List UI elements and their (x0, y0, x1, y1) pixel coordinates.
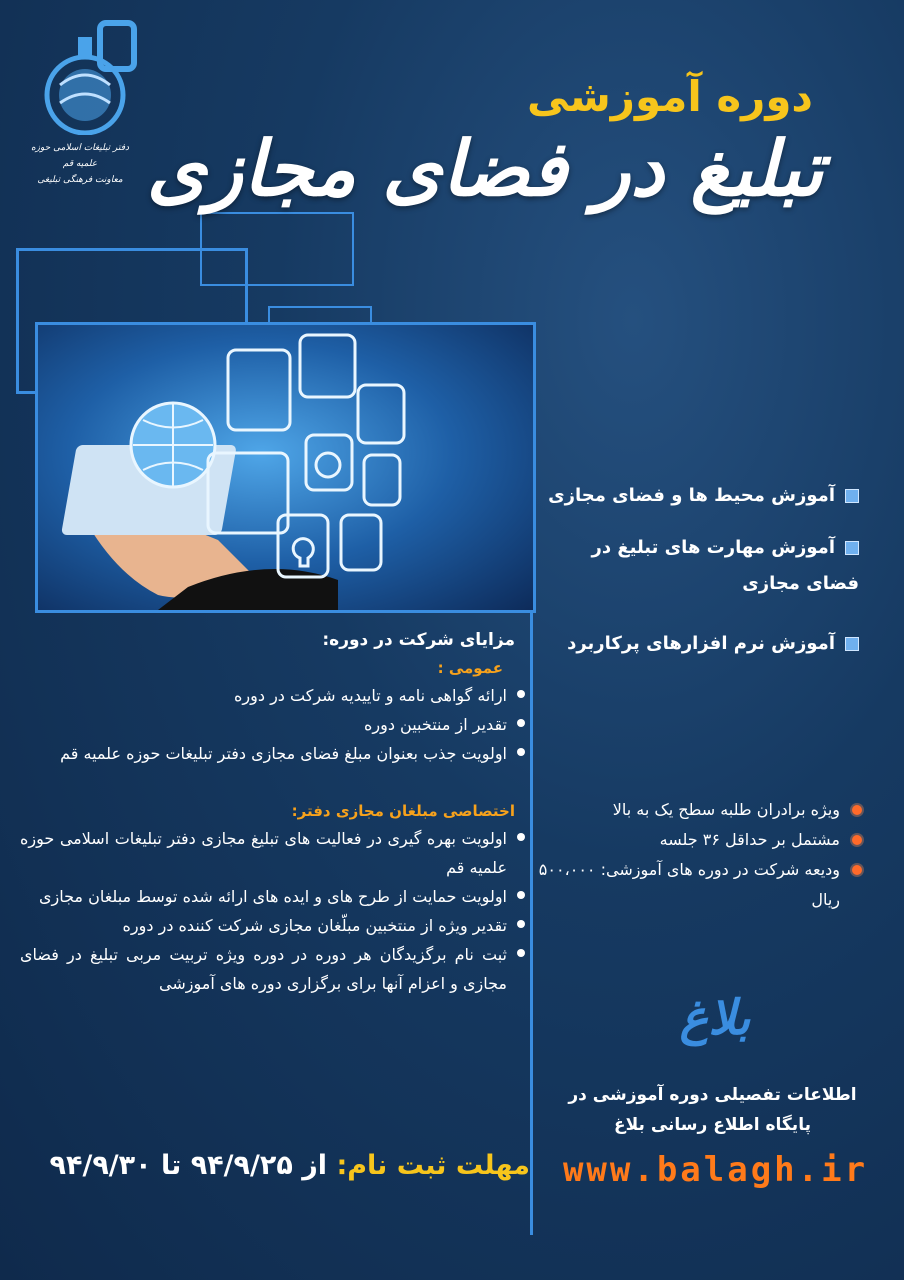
list-item: ارائه گواهی نامه و تاییدیه شرکت در دوره (20, 681, 525, 710)
registration-deadline (25, 1150, 530, 1181)
course-kicker: دوره آموزشی (527, 72, 813, 121)
balagh-logo: بلاغ (679, 990, 751, 1046)
fact-item: ویژه برادران طلبه سطح یک به بالا (536, 795, 866, 825)
list-item: ثبت نام برگزیدگان هر دوره در دوره ویژه تربیت مربی تبلیغ در فضای مجازی و اعزام آنها برای برگزاری دوره های آموزشی (20, 940, 525, 998)
seal-emblem-icon (20, 15, 140, 135)
exclusive-label: اختصاصی مبلغان مجازی دفتر: (291, 802, 515, 820)
benefits-heading: مزایای شرکت در دوره: (322, 630, 515, 650)
square-bullet-icon (845, 489, 859, 503)
deadline-label: مهلت ثبت نام: (336, 1150, 530, 1181)
benefits-section (20, 625, 525, 998)
list-item: تقدیر از منتخبین دوره (20, 710, 525, 739)
info-text: اطلاعات تفصیلی دوره آموزشی در پایگاه اطلاع رسانی بلاغ (568, 1085, 857, 1135)
list-item: اولویت بهره گیری در فعالیت های تبلیغ مجازی دفتر تبلیغات اسلامی حوزه علمیه قم (20, 824, 525, 882)
fact-item: مشتمل بر حداقل ۳۶ جلسه (536, 825, 866, 855)
list-item: اولویت حمایت از طرح های و ایده های ارائه شده توسط مبلغان مجازی (20, 882, 525, 911)
page-title: تبلیغ در فضای مجازی (146, 124, 824, 213)
feature-item: آموزش نرم افزارهای پرکاربرد (567, 626, 859, 662)
logo-caption: دفتر تبلیغات اسلامی حوزه علمیه قم (30, 143, 130, 169)
course-facts (536, 795, 866, 915)
list-item: اولویت جذب بعنوان مبلغ فضای مجازی دفتر تبلیغات حوزه علمیه قم (20, 739, 525, 768)
digital-globe-hand-icon (38, 325, 533, 610)
fact-item: ودیعه شرکت در دوره های آموزشی: ۵۰۰،۰۰۰ ریال (536, 855, 866, 915)
hero-image (35, 322, 536, 613)
divider-line (530, 610, 533, 1235)
square-bullet-icon (845, 637, 859, 651)
feature-item: آموزش مهارت های تبلیغ در فضای مجازی (591, 537, 859, 594)
website-link[interactable]: www.balagh.ir (562, 1150, 869, 1190)
general-label: عمومی : (437, 659, 503, 677)
organization-logo (20, 15, 140, 190)
logo-caption: معاونت فرهنگی تبلیغی (37, 175, 123, 185)
feature-item: آموزش محیط ها و فضای مجازی (548, 478, 859, 514)
square-bullet-icon (845, 541, 859, 555)
list-item: تقدیر ویژه از منتخبین مبلّغان مجازی شرکت کننده در دوره (20, 911, 525, 940)
deadline-value: از ۹۴/۹/۲۵ تا ۹۴/۹/۳۰ (49, 1150, 328, 1181)
